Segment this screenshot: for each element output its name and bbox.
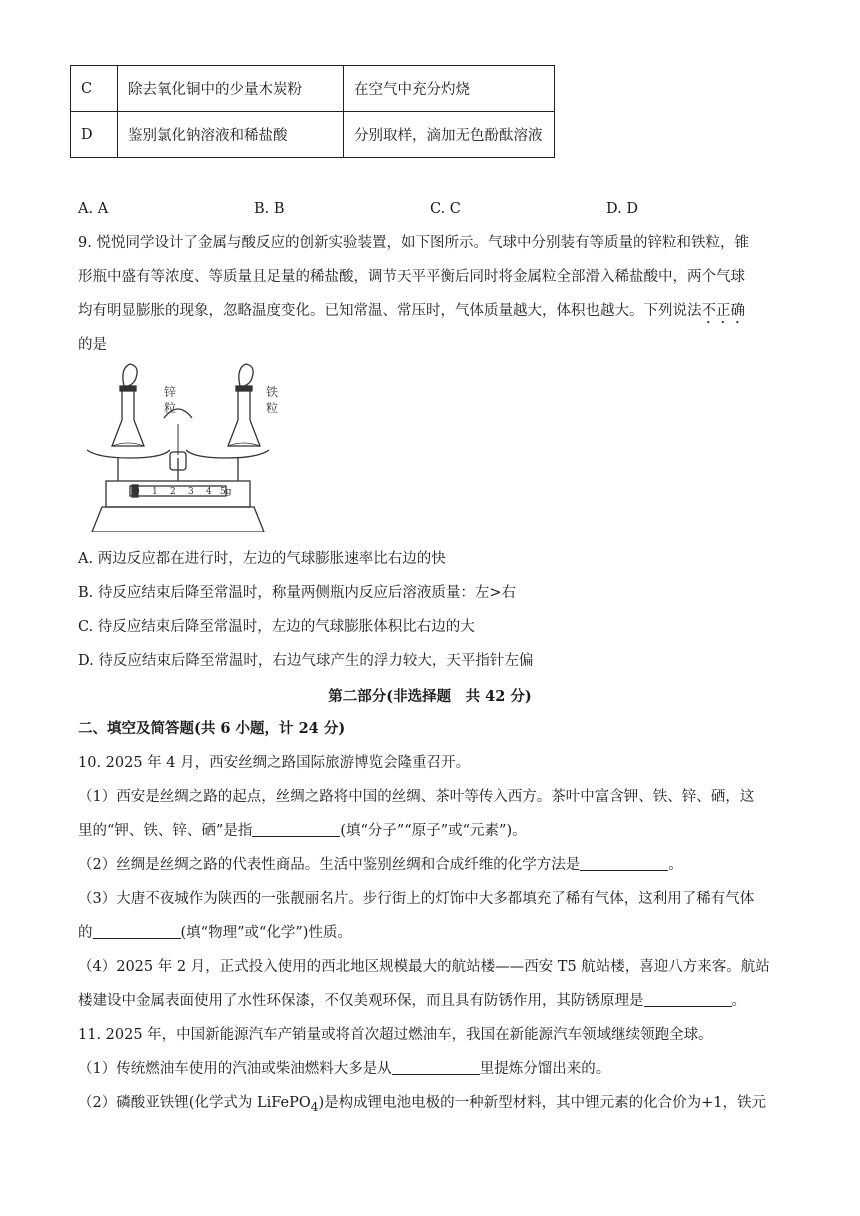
right-label: 粒 [265,401,278,415]
question-11-text: 里提炼分馏出来的。 [479,1061,611,1077]
balance-base [92,507,264,532]
answer-blank[interactable] [93,923,181,939]
question-11-line [78,1093,766,1117]
right-label: 铁 [265,385,278,399]
right-pan [186,450,269,458]
answer-blank[interactable] [644,991,732,1007]
scale-tick: 5g [220,487,232,497]
question-10-stem: 10. 2025 年 4 月，西安丝绸之路国际旅游博览会隆重召开。 [78,755,471,771]
answer-blank[interactable] [252,821,340,837]
left-stopper [120,386,136,391]
scale-tick: 3 [188,487,194,497]
question-9-text: 均有明显膨胀的现象，忽略温度变化。已知常温、常压时，气体质量越大，体积也越大。下列说法 [78,303,702,319]
scale-tick: 4 [206,487,212,497]
table-cell: 在空气中充分灼烧 [344,66,555,112]
question-10-text: 楼建设中金属表面使用了水性环保漆，不仅美观环保，而且具有防锈作用，其防锈原理是 [78,993,644,1009]
part-two-title: 第二部分(非选择题 共 42 分) [328,688,532,705]
right-stopper [236,386,252,391]
option-c: C. 待反应结束后降至常温时，左边的气球膨胀体积比右边的大 [78,619,475,635]
table-row [71,112,555,158]
answer-blank[interactable] [580,855,668,871]
question-10-text: 。 [731,993,746,1009]
balance-apparatus-figure [78,360,278,532]
question-10-text: (填“物理”或“化学”)性质。 [180,925,352,941]
question-10-line: （3）大唐不夜城作为陕西的一张靓丽名片。步行街上的灯饰中大多都填充了稀有气体，这利用了稀有气体 [78,891,755,907]
left-label: 锌 [164,385,177,399]
formula-subscript: 4 [310,1099,319,1114]
question-10-text: （2）丝绸是丝绸之路的代表性商品。生活中鉴别丝绸和合成纤维的化学方法是 [78,857,581,873]
table-cell: D [71,112,118,158]
choice-d: D. D [606,201,638,217]
option-a: A. 两边反应都在进行时，左边的气球膨胀速率比右边的快 [78,551,446,567]
question-10-line: （1）西安是丝绸之路的起点，丝绸之路将中国的丝绸、茶叶等传入西方。茶叶中富含钾、铁、锌、硒，这 [78,789,755,805]
table-cell: C [71,66,118,112]
question-11-text: )是构成锂电池电极的一种新型材料，其中锂元素的化合价为+1，铁元 [318,1095,766,1111]
left-flask [112,390,144,446]
options-table [70,65,555,158]
choice-c: C. C [430,201,461,217]
left-label: 粒 [164,401,177,415]
left-balloon [123,364,137,386]
option-d: D. 待反应结束后降至常温时，右边气球产生的浮力较大，天平指针左偏 [78,653,534,669]
scale-tick: 1 [152,487,158,497]
question-10-text: (填“分子”“原子”或“元素”)。 [340,823,527,839]
question-11-line [78,1059,610,1079]
left-pan [87,450,170,458]
emphasis-not-correct: 不正确 [701,303,745,319]
table-row [71,66,555,112]
question-10-line [78,821,527,841]
table-cell: 鉴别氯化钠溶液和稀盐酸 [118,112,344,158]
question-11-text: （1）传统燃油车使用的汽油或柴油燃料大多是从 [78,1061,392,1077]
right-balloon [239,364,253,386]
question-11-text: （2）磷酸亚铁锂(化学式为 LiFePO [78,1095,311,1111]
question-10-text: 的 [78,925,93,941]
table-cell: 除去氧化铜中的少量木炭粉 [118,66,344,112]
question-9-line: 的是 [78,337,107,353]
question-10-line [78,991,746,1011]
choice-a: A. A [78,201,109,217]
question-10-line [78,855,683,875]
question-9-line: 形瓶中盛有等浓度、等质量且足量的稀盐酸，调节天平平衡后同时将金属粒全部滑入稀盐酸中，两个气球 [78,269,745,285]
question-9-line [78,301,745,327]
right-flask [228,390,260,446]
question-9-line: 9. 悦悦同学设计了金属与酸反应的创新实验装置，如下图所示。气球中分别装有等质量的锌粒和铁粒，锥 [78,235,749,251]
section-two-title: 二、填空及简答题(共 6 小题，计 24 分) [78,720,346,737]
table-cell: 分别取样，滴加无色酚酞溶液 [344,112,555,158]
scale-tick: 2 [170,487,176,497]
answer-blank[interactable] [392,1059,480,1075]
question-10-text: 。 [668,857,683,873]
question-10-line: （4）2025 年 2 月，正式投入使用的西北地区规模最大的航站楼——西安 T5 航站楼，喜迎八方来客。航站 [78,959,770,975]
question-11-stem: 11. 2025 年，中国新能源汽车产销量或将首次超过燃油车，我国在新能源汽车领域继续领跑全球。 [78,1027,713,1043]
question-10-line [78,923,352,943]
choice-b: B. B [254,201,285,217]
option-b: B. 待反应结束后降至常温时，称量两侧瓶内反应后溶液质量：左>右 [78,585,517,601]
scale-tick: 0 [134,487,140,497]
question-10-text: 里的“钾、铁、锌、硒”是指 [78,823,253,839]
